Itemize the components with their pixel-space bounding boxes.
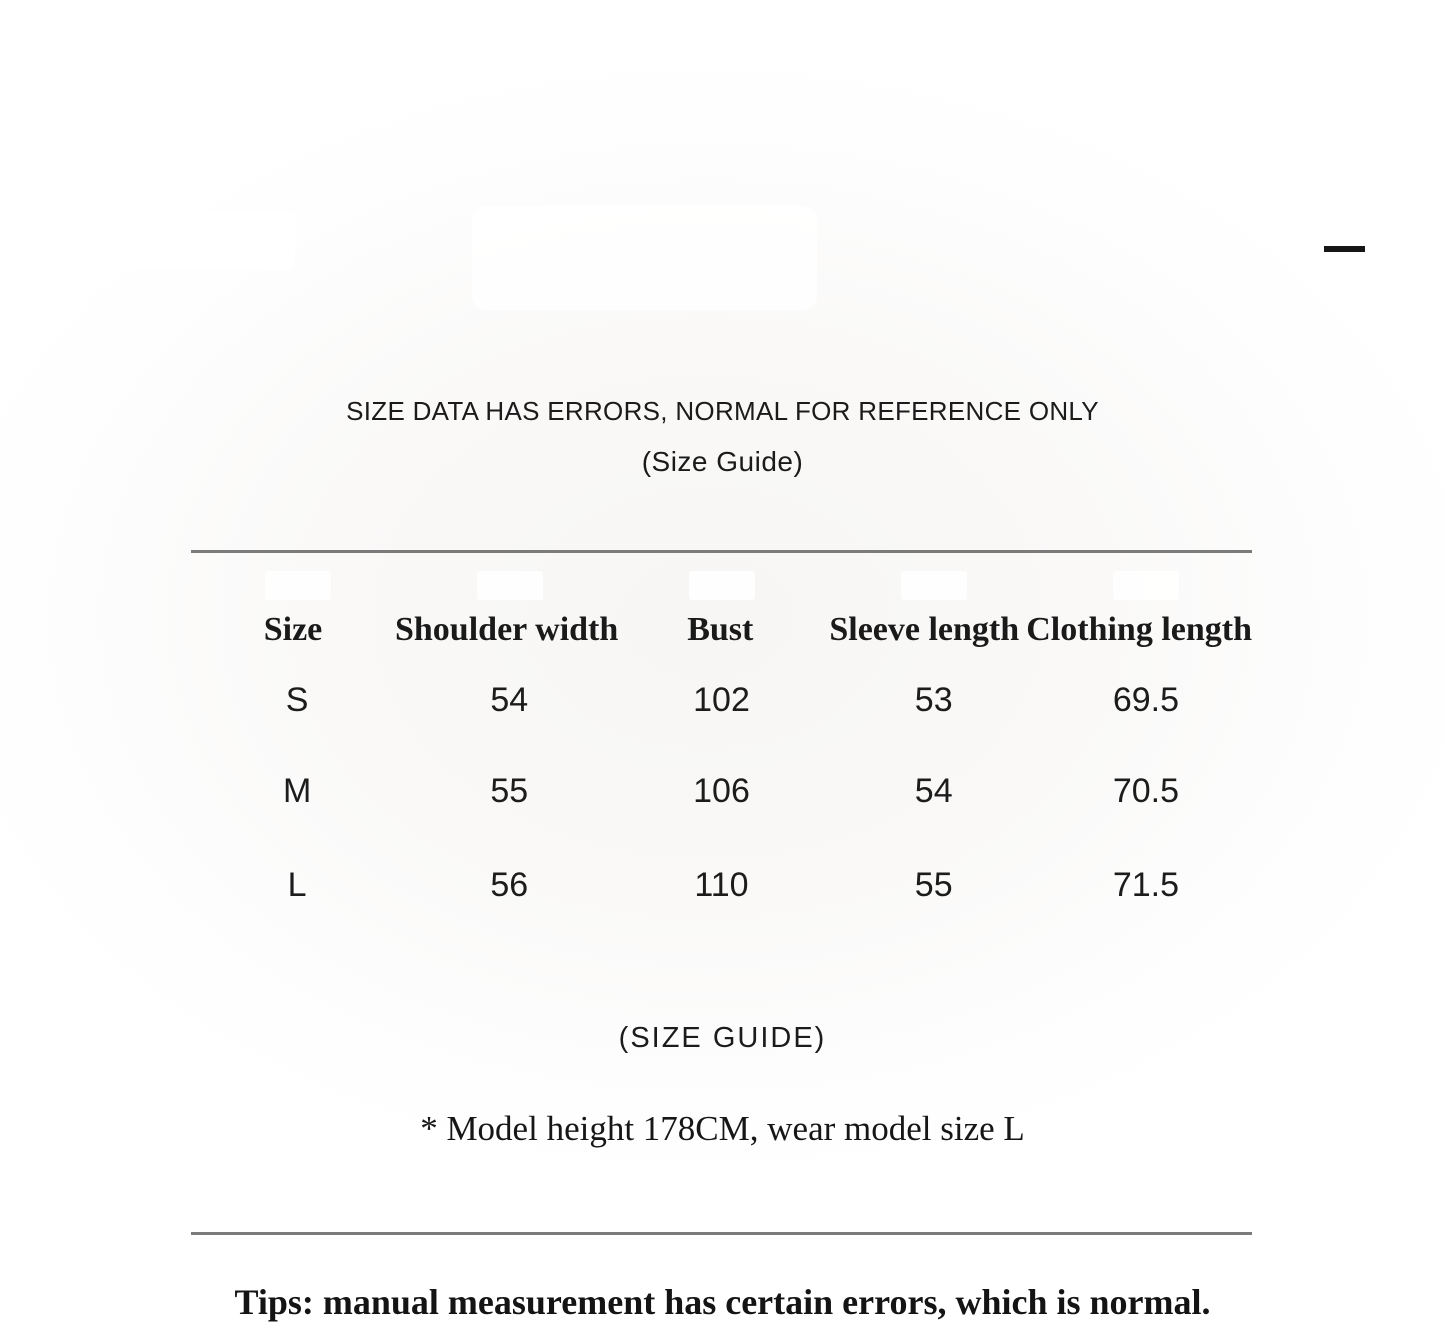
table-row-m (191, 769, 1252, 813)
bust-value: 102 (693, 680, 750, 719)
erased-watermark-patch (477, 571, 543, 600)
bust-cell (615, 678, 827, 722)
clothing-length-value: 69.5 (1112, 680, 1179, 719)
tips-row (0, 1277, 1445, 1327)
column-header-bust-label: Bust (687, 611, 754, 648)
table-row-s (191, 678, 1252, 722)
page-title: SIZE DATA HAS ERRORS, NORMAL FOR REFERENCE ONLY (346, 395, 1099, 426)
bust-cell (615, 769, 827, 813)
sleeve-length-cell (828, 863, 1040, 907)
column-header-clothing-length-label: Clothing length (1026, 611, 1253, 648)
page-title-row (0, 386, 1445, 436)
column-header-shoulder-width (395, 608, 618, 652)
column-header-shoulder-width-label: Shoulder width (394, 611, 619, 648)
shoulder-width-value: 54 (490, 680, 529, 719)
page-subtitle: (Size Guide) (641, 446, 804, 477)
erased-watermark-patch (265, 571, 331, 600)
bust-cell (615, 863, 827, 907)
column-header-sleeve-length-label: Sleeve length (829, 611, 1020, 648)
dash-icon (1324, 246, 1365, 252)
clothing-length-cell (1040, 863, 1252, 907)
bust-value: 110 (694, 865, 749, 904)
shoulder-width-cell (403, 678, 615, 722)
bust-value: 106 (693, 771, 750, 810)
size-cell (191, 863, 403, 907)
clothing-length-cell (1040, 678, 1252, 722)
shoulder-width-value: 56 (490, 865, 529, 904)
clothing-length-value: 71.5 (1112, 865, 1179, 904)
shoulder-width-value: 55 (490, 771, 529, 810)
table-header-row (191, 608, 1252, 652)
erased-watermark-patch (1113, 571, 1179, 600)
shoulder-width-cell (403, 863, 615, 907)
size-label: S (285, 680, 309, 719)
column-header-size (191, 608, 395, 652)
size-label: L (287, 865, 307, 904)
page-subtitle-row (0, 440, 1445, 484)
top-divider (191, 550, 1252, 553)
erased-watermark-patch (689, 571, 755, 600)
erased-watermark-patch (472, 206, 817, 310)
clothing-length-cell (1040, 769, 1252, 813)
column-header-size-label: Size (263, 611, 323, 648)
size-cell (191, 769, 403, 813)
shoulder-width-cell (403, 769, 615, 813)
size-guide-caption: (SIZE GUIDE) (618, 1021, 827, 1054)
column-header-sleeve-length (822, 608, 1026, 652)
size-label: M (282, 771, 312, 810)
table-row-l (191, 863, 1252, 907)
bottom-divider (191, 1232, 1252, 1235)
erased-watermark-patch (901, 571, 967, 600)
clothing-length-value: 70.5 (1112, 771, 1179, 810)
model-height-note: * Model height 178CM, wear model size L (420, 1109, 1025, 1148)
model-note-row (0, 1103, 1445, 1155)
sleeve-length-cell (828, 769, 1040, 813)
column-header-bust (618, 608, 822, 652)
size-cell (191, 678, 403, 722)
sleeve-length-value: 53 (914, 680, 953, 719)
sleeve-length-value: 54 (914, 771, 953, 810)
measurement-tips: Tips: manual measurement has certain errors, which is normal. (234, 1282, 1211, 1322)
column-header-clothing-length (1026, 608, 1252, 652)
sleeve-length-cell (828, 678, 1040, 722)
sleeve-length-value: 55 (914, 865, 953, 904)
erased-watermark-patch (100, 212, 295, 270)
size-guide-caption-row (0, 1014, 1445, 1062)
